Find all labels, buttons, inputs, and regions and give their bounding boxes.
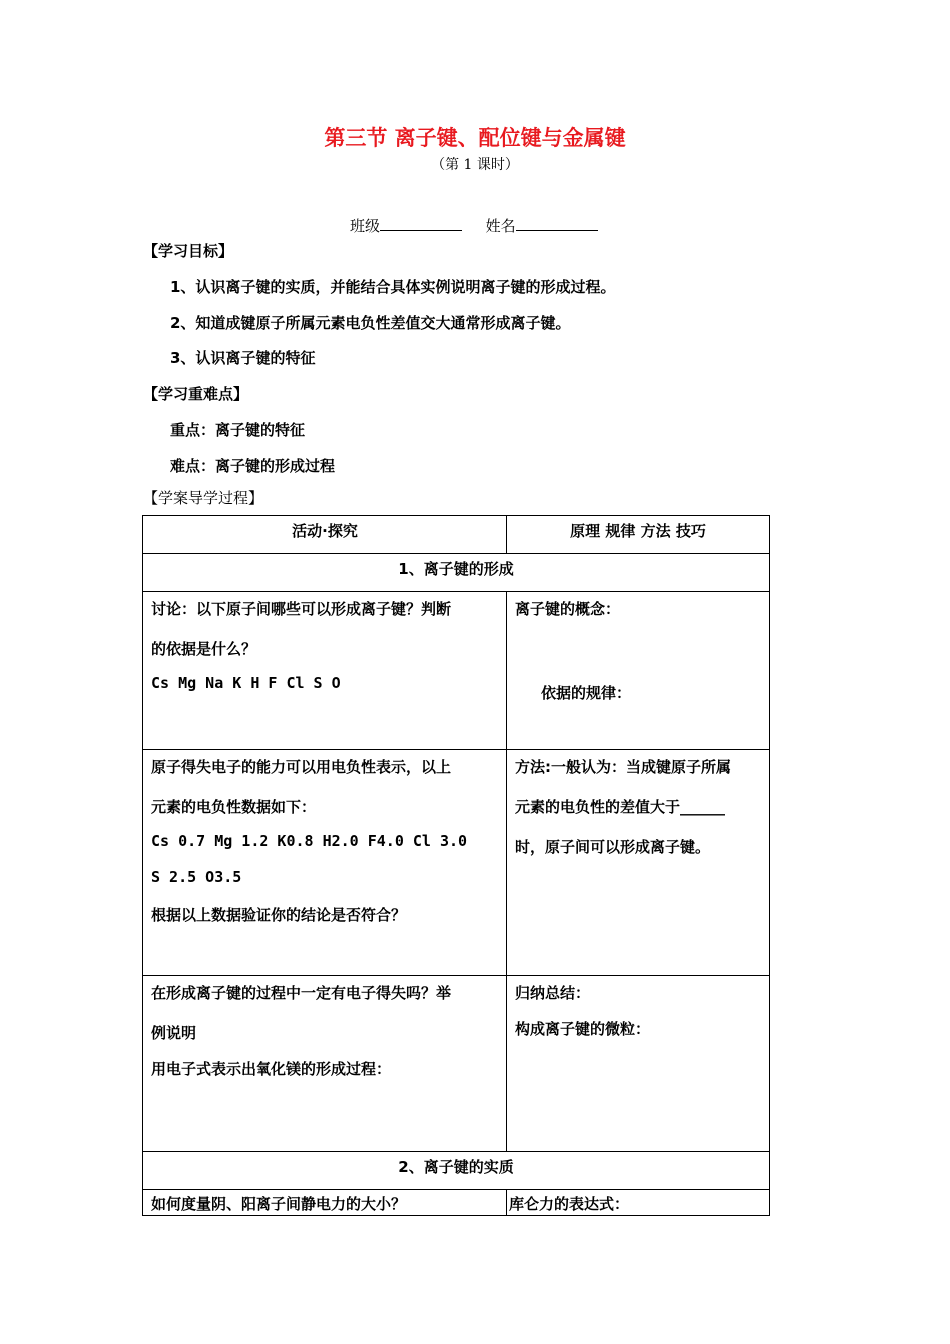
keypoint-item: 重点：离子键的特征 (170, 421, 306, 439)
row4-right-line: 库仑力的表达式： (509, 1195, 630, 1213)
row2-values: Cs 0.7 Mg 1.2 K0.8 H2.0 F4.0 Cl 3.0 (151, 832, 468, 850)
col2-header: 原理 规律 方法 技巧 (570, 522, 706, 540)
row2-left-line: 原子得失电子的能力可以用电负性表示，以上 (151, 758, 452, 776)
row3-right-line: 构成离子键的微粒： (515, 1020, 651, 1038)
study-table (142, 515, 770, 1216)
row1-left-cell[interactable] (143, 592, 507, 750)
class-blank[interactable] (380, 215, 462, 231)
name-label: 姓名 (485, 217, 516, 235)
section1-cell (143, 554, 770, 592)
row2-right-cell[interactable] (507, 750, 770, 976)
class-label: 班级 (350, 217, 381, 235)
row4-right-cell[interactable] (507, 1190, 770, 1216)
row1-left-line: 的依据是什么？ (151, 640, 257, 658)
row4-left-cell[interactable] (143, 1190, 507, 1216)
section2-cell (143, 1152, 770, 1190)
row2-right-line: 方法:一般认为：当成键原子所属 (515, 758, 732, 776)
keypoints-heading: 【学习重难点】 (143, 385, 249, 403)
row3-right-line: 归纳总结： (515, 984, 591, 1002)
row2-right-line: 元素的电负性的差值大于______ (515, 798, 726, 816)
row2-left-line: 根据以上数据验证你的结论是否符合？ (151, 906, 407, 924)
name-blank[interactable] (516, 215, 598, 231)
row1-left-line: 讨论：以下原子间哪些可以形成离子键？判断 (151, 600, 452, 618)
row2-right-line: 时，原子间可以形成离子键。 (515, 838, 711, 856)
row1-right-line: 依据的规律： (541, 684, 632, 702)
goal-item: 3、认识离子键的特征 (170, 349, 316, 367)
row2-left-line: 元素的电负性数据如下： (151, 798, 317, 816)
row3-left-line: 在形成离子键的过程中一定有电子得失吗？举 (151, 984, 452, 1002)
section1-title: 1、离子键的形成 (398, 560, 514, 578)
row3-left-line: 例说明 (151, 1024, 197, 1042)
lesson-subtitle: （第 1 课时） (431, 157, 519, 173)
goals-heading: 【学习目标】 (143, 242, 234, 260)
row2-left-cell[interactable] (143, 750, 507, 976)
goal-item: 1、认识离子键的实质，并能结合具体实例说明离子键的形成过程。 (170, 278, 616, 296)
row1-elements: Cs Mg Na K H F Cl S O (151, 674, 341, 692)
row3-left-line: 用电子式表示出氧化镁的形成过程： (151, 1060, 392, 1078)
row2-values: S 2.5 O3.5 (151, 868, 242, 886)
row4-left-line: 如何度量阴、阳离子间静电力的大小？ (151, 1195, 407, 1213)
goal-item: 2、知道成键原子所属元素电负性差值交大通常形成离子键。 (170, 314, 571, 332)
class-name-line (350, 215, 598, 236)
col1-header: 活动·探究 (292, 522, 358, 540)
section2-title: 2、离子键的实质 (398, 1158, 514, 1176)
keypoint-item: 难点：离子键的形成过程 (170, 457, 336, 475)
col1-header-cell (143, 516, 507, 554)
row3-right-cell[interactable] (507, 976, 770, 1152)
page-title: 第三节 离子键、配位键与金属键 (324, 126, 626, 150)
row1-right-cell[interactable] (507, 592, 770, 750)
row1-right-line: 离子键的概念： (515, 600, 621, 618)
col2-header-cell (507, 516, 770, 554)
row3-left-cell[interactable] (143, 976, 507, 1152)
process-heading: 【学案导学过程】 (143, 489, 264, 507)
